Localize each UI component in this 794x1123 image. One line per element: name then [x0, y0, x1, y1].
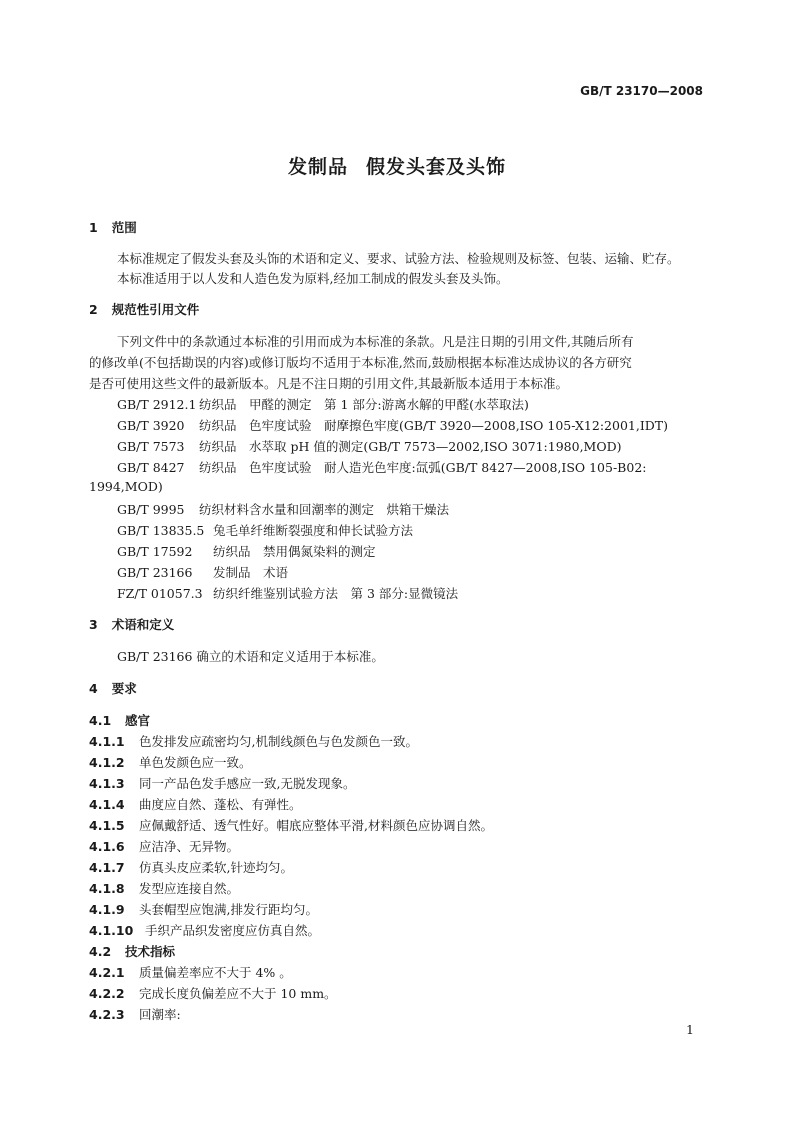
reference-title: 发制品 术语: [213, 565, 289, 580]
clause-number: 4.1.10: [89, 923, 134, 938]
section-title: 规范性引用文件: [111, 302, 200, 317]
clause-item: [89, 774, 355, 792]
clause-item: [89, 753, 252, 771]
clause-text: 应洁净、无异物。: [139, 839, 240, 854]
section-number: 4: [89, 681, 98, 696]
reference-code: GB/T 23166: [117, 565, 193, 580]
clause-item: [89, 837, 239, 855]
clause-text: 曲度应自然、蓬松、有弹性。: [139, 797, 302, 812]
reference-title: 纺织品 禁用偶氮染料的测定: [213, 544, 376, 559]
clause-text: 仿真头皮应柔软,针迹均匀。: [139, 860, 293, 875]
subsection-title: 感官: [125, 713, 151, 728]
clause-item: [89, 963, 292, 981]
reference-title: 纺织品 水萃取 pH 值的测定(GB/T 7573—2002,ISO 3071:1980,MOD): [199, 439, 622, 454]
reference-item: [117, 542, 376, 560]
clause-item: [89, 900, 318, 918]
reference-item: [117, 500, 449, 518]
clause-text: 应佩戴舒适、透气性好。帽底应整体平滑,材料颜色应协调自然。: [139, 818, 493, 833]
clause-number: 4.1.8: [89, 881, 125, 896]
reference-code: GB/T 2912.1: [117, 397, 197, 412]
reference-title: 纺织品 色牢度试验 耐人造光色牢度:氙弧(GB/T 8427—2008,ISO 105-B02:: [199, 460, 647, 475]
reference-code: GB/T 8427: [117, 460, 185, 475]
section-4-heading: [89, 679, 137, 697]
paragraph: 下列文件中的条款通过本标准的引用而成为本标准的条款。凡是注日期的引用文件,其随后所有: [117, 334, 634, 349]
subsection-4-2-heading: [89, 942, 175, 960]
clause-number: 4.1.3: [89, 776, 125, 791]
section-number: 3: [89, 617, 98, 632]
reference-item: [117, 437, 622, 455]
clause-item: [89, 921, 320, 939]
clause-item: [89, 1005, 181, 1023]
reference-code: GB/T 7573: [117, 439, 185, 454]
reference-item: [117, 458, 647, 476]
reference-item: [117, 584, 458, 602]
reference-item: [117, 395, 529, 413]
clause-number: 4.1.6: [89, 839, 125, 854]
clause-text: 手织产品织发密度应仿真自然。: [145, 923, 321, 938]
title-part-1: 发制品: [287, 156, 348, 178]
reference-title: 兔毛单纤维断裂强度和伸长试验方法: [213, 523, 414, 538]
reference-item: [117, 416, 668, 434]
subsection-number: 4.1: [89, 713, 112, 728]
clause-text: 同一产品色发手感应一致,无脱发现象。: [139, 776, 356, 791]
clause-number: 4.1.5: [89, 818, 125, 833]
clause-number: 4.1.2: [89, 755, 125, 770]
section-number: 2: [89, 302, 98, 317]
title-part-2: 假发头套及头饰: [366, 156, 507, 178]
clause-text: 色发排发应疏密均匀,机制线颜色与色发颜色一致。: [139, 734, 418, 749]
standard-number: GB/T 23170—2008: [580, 84, 703, 98]
reference-item: [117, 521, 413, 539]
subsection-title: 技术指标: [125, 944, 176, 959]
clause-number: 4.2.2: [89, 986, 125, 1001]
document-title: [0, 152, 794, 179]
reference-title: 纺织品 甲醛的测定 第 1 部分:游离水解的甲醛(水萃取法): [199, 397, 529, 412]
reference-title: 纺织纤维鉴别试验方法 第 3 部分:显微镜法: [213, 586, 459, 601]
reference-item: [117, 563, 288, 581]
clause-item: [89, 858, 293, 876]
clause-number: 4.1.4: [89, 797, 125, 812]
reference-title: 纺织品 色牢度试验 耐摩擦色牢度(GB/T 3920—2008,ISO 105-X12:2001,IDT): [199, 418, 669, 433]
reference-continuation: 1994,MOD): [89, 479, 163, 494]
reference-code: GB/T 3920: [117, 418, 185, 433]
clause-item: [89, 816, 493, 834]
section-1-heading: [89, 218, 137, 236]
paragraph: 本标准规定了假发头套及头饰的术语和定义、要求、试验方法、检验规则及标签、包装、运输、贮存。: [117, 251, 680, 266]
clause-text: 质量偏差率应不大于 4% 。: [139, 965, 292, 980]
paragraph: GB/T 23166 确立的术语和定义适用于本标准。: [117, 649, 384, 664]
clause-item: [89, 795, 302, 813]
reference-code: GB/T 13835.5: [117, 523, 205, 538]
reference-code: FZ/T 01057.3: [117, 586, 203, 601]
reference-code: GB/T 17592: [117, 544, 193, 559]
clause-text: 单色发颜色应一致。: [139, 755, 252, 770]
reference-title: 纺织材料含水量和回潮率的测定 烘箱干燥法: [199, 502, 450, 517]
section-title: 要求: [111, 681, 137, 696]
section-title: 术语和定义: [111, 617, 175, 632]
subsection-4-1-heading: [89, 711, 150, 729]
section-2-heading: [89, 300, 199, 318]
reference-code: GB/T 9995: [117, 502, 185, 517]
clause-text: 完成长度负偏差应不大于 10 mm。: [139, 986, 337, 1001]
section-3-heading: [89, 615, 174, 633]
clause-number: 4.2.3: [89, 1007, 125, 1022]
paragraph: 是否可使用这些文件的最新版本。凡是不注日期的引用文件,其最新版本适用于本标准。: [89, 376, 568, 391]
page-number: 1: [686, 1022, 694, 1037]
clause-number: 4.1.9: [89, 902, 125, 917]
section-title: 范围: [111, 220, 137, 235]
clause-text: 头套帽型应饱满,排发行距均匀。: [139, 902, 318, 917]
clause-text: 回潮率:: [139, 1007, 181, 1022]
section-number: 1: [89, 220, 98, 235]
clause-item: [89, 984, 337, 1002]
paragraph: 的修改单(不包括勘误的内容)或修订版均不适用于本标准,然而,鼓励根据本标准达成协议的各方研究: [89, 355, 632, 370]
clause-number: 4.1.1: [89, 734, 125, 749]
clause-number: 4.1.7: [89, 860, 125, 875]
clause-item: [89, 732, 418, 750]
subsection-number: 4.2: [89, 944, 112, 959]
clause-text: 发型应连接自然。: [139, 881, 240, 896]
paragraph: 本标准适用于以人发和人造色发为原料,经加工制成的假发头套及头饰。: [117, 271, 509, 286]
clause-item: [89, 879, 239, 897]
clause-number: 4.2.1: [89, 965, 125, 980]
